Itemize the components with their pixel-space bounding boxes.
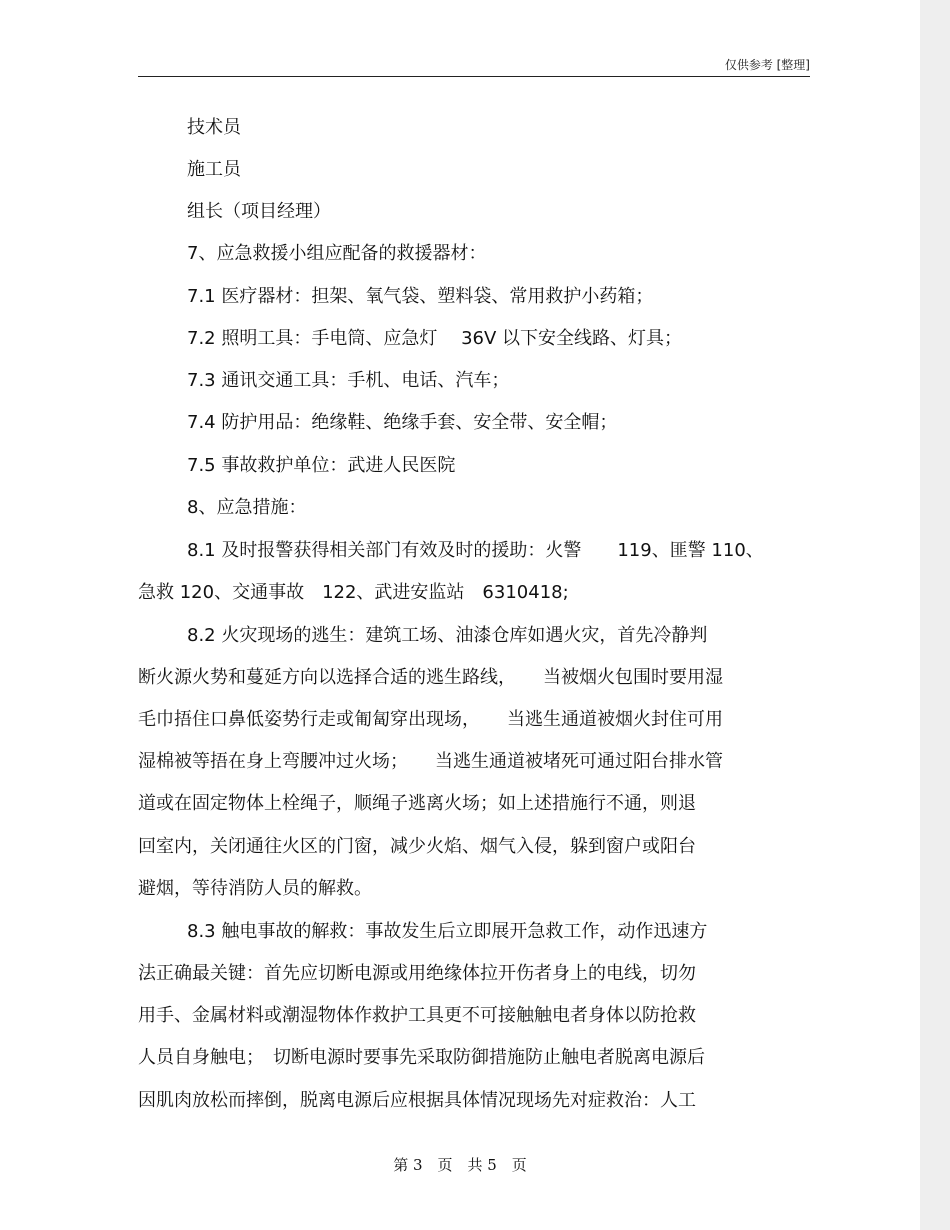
text-line: 因肌肉放松而摔倒，脱离电源后应根据具体情况现场先对症救治：人工 — [138, 1090, 696, 1111]
page-gutter — [920, 0, 950, 1230]
text-line: 施工员 — [187, 159, 241, 180]
text-line: 避烟，等待消防人员的解救。 — [138, 878, 372, 899]
text-line: 8.1 及时报警获得相关部门有效及时的援助：火警 119、匪警 110、 — [187, 540, 764, 561]
text-line: 7.2 照明工具：手电筒、应急灯 36V 以下安全线路、灯具； — [187, 328, 683, 349]
text-line: 7.1 医疗器材：担架、氧气袋、塑料袋、常用救护小药箱； — [187, 286, 654, 307]
text-line: 7、应急救援小组应配备的救援器材： — [187, 243, 487, 264]
page-header: 仅供参考 [整理] — [724, 58, 810, 72]
page-footer: 第 3 页 共 5 页 — [393, 1156, 527, 1174]
text-line: 8.3 触电事故的解救：事故发生后立即展开急救工作，动作迅速方 — [187, 921, 708, 942]
text-line: 8、应急措施： — [187, 497, 307, 518]
text-line: 7.3 通讯交通工具：手机、电话、汽车； — [187, 370, 510, 391]
header-rule — [138, 76, 810, 77]
text-line: 7.4 防护用品：绝缘鞋、绝缘手套、安全带、安全帽； — [187, 412, 618, 433]
text-line: 组长（项目经理） — [187, 201, 331, 222]
text-line: 断火源火势和蔓延方向以选择合适的逃生路线， 当被烟火包围时要用湿 — [138, 667, 723, 688]
text-line: 用手、金属材料或潮湿物体作救护工具更不可接触触电者身体以防抢救 — [138, 1005, 696, 1026]
text-line: 回室内，关闭通往火区的门窗，减少火焰、烟气入侵，躲到窗户或阳台 — [138, 836, 696, 857]
text-line: 人员自身触电； 切断电源时要事先采取防御措施防止触电者脱离电源后 — [138, 1047, 705, 1068]
text-line: 湿棉被等捂在身上弯腰冲过火场； 当逃生通道被堵死可通过阳台排水管 — [138, 751, 723, 772]
text-line: 道或在固定物体上栓绳子，顺绳子逃离火场；如上述措施行不通，则退 — [138, 793, 696, 814]
text-line: 8.2 火灾现场的逃生：建筑工场、油漆仓库如遇火灾，首先冷静判 — [187, 625, 708, 646]
text-line: 7.5 事故救护单位：武进人民医院 — [187, 455, 456, 476]
text-line: 毛巾捂住口鼻低姿势行走或匍匐穿出现场， 当逃生通道被烟火封住可用 — [138, 709, 723, 730]
text-line: 急救 120、交通事故 122、武进安监站 6310418; — [138, 582, 569, 603]
text-line: 技术员 — [187, 117, 241, 138]
text-line: 法正确最关键：首先应切断电源或用绝缘体拉开伤者身上的电线，切勿 — [138, 963, 696, 984]
